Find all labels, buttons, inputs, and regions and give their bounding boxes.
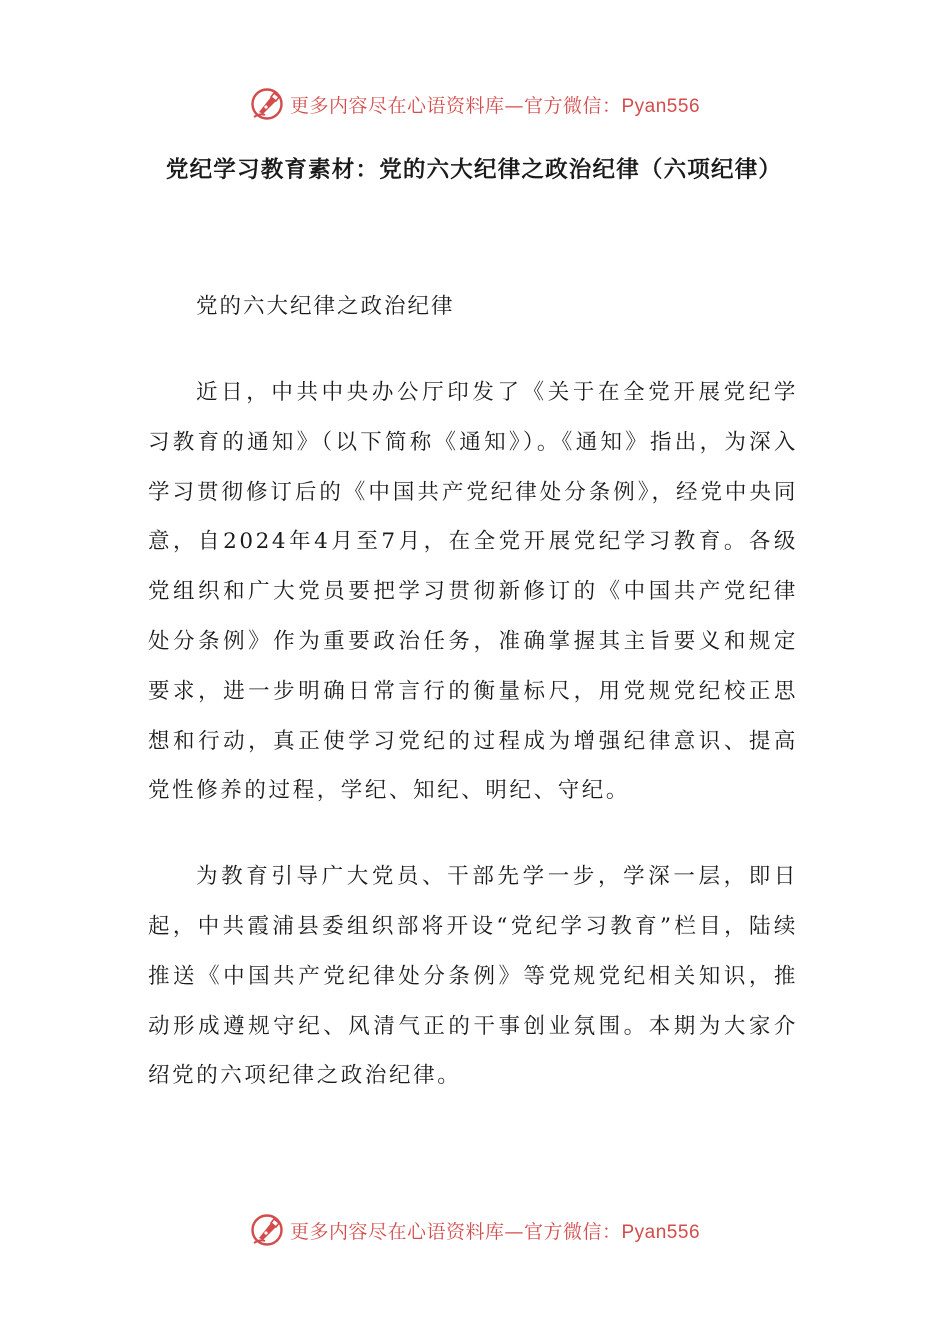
pen-nib-icon	[250, 87, 284, 121]
footer-banner	[0, 1210, 950, 1250]
banner-label: 更多内容尽在心语资料库—官方微信：	[289, 1220, 622, 1243]
banner-label: 更多内容尽在心语资料库—官方微信：	[289, 94, 622, 117]
paragraph: 近日，中共中央办公厅印发了《关于在全党开展党纪学习教育的通知》（以下简称《通知》）。《通知》指出，为深入学习贯彻修订后的《中国共产党纪律处分条例》，经党中央同意，自2024年4月至7月，在全党开展党纪学习教育。各级党组织和广大党员要把学习贯彻新修订的《中国共产党纪律处分条例》作为重要政治任务，准确掌握其主旨要义和规定要求，进一步明确日常言行的衡量标尺，用党规党纪校正思想和行动，真正使学习党纪的过程成为增强纪律意识、提高党性修养的过程，学纪、知纪、明纪、守纪。	[148, 380, 798, 804]
document-body	[148, 282, 798, 1137]
wechat-id: Pyan556	[621, 95, 701, 117]
document-title: 党纪学习教育素材：党的六大纪律之政治纪律（六项纪律）	[165, 157, 783, 183]
section-heading: 党的六大纪律之政治纪律	[196, 294, 455, 319]
header-banner	[0, 84, 950, 124]
wechat-id: Pyan556	[621, 1221, 701, 1243]
banner-text	[290, 91, 700, 118]
paragraph: 为教育引导广大党员、干部先学一步，学深一层，即日起，中共霞浦县委组织部将开设“党纪学习教育”栏目，陆续推送《中国共产党纪律处分条例》等党规党纪相关知识，推动形成遵规守纪、风清气正的干事创业氛围。本期为大家介绍党的六项纪律之政治纪律。	[148, 864, 798, 1089]
banner-text	[290, 1217, 700, 1244]
pen-nib-icon	[250, 1213, 284, 1247]
